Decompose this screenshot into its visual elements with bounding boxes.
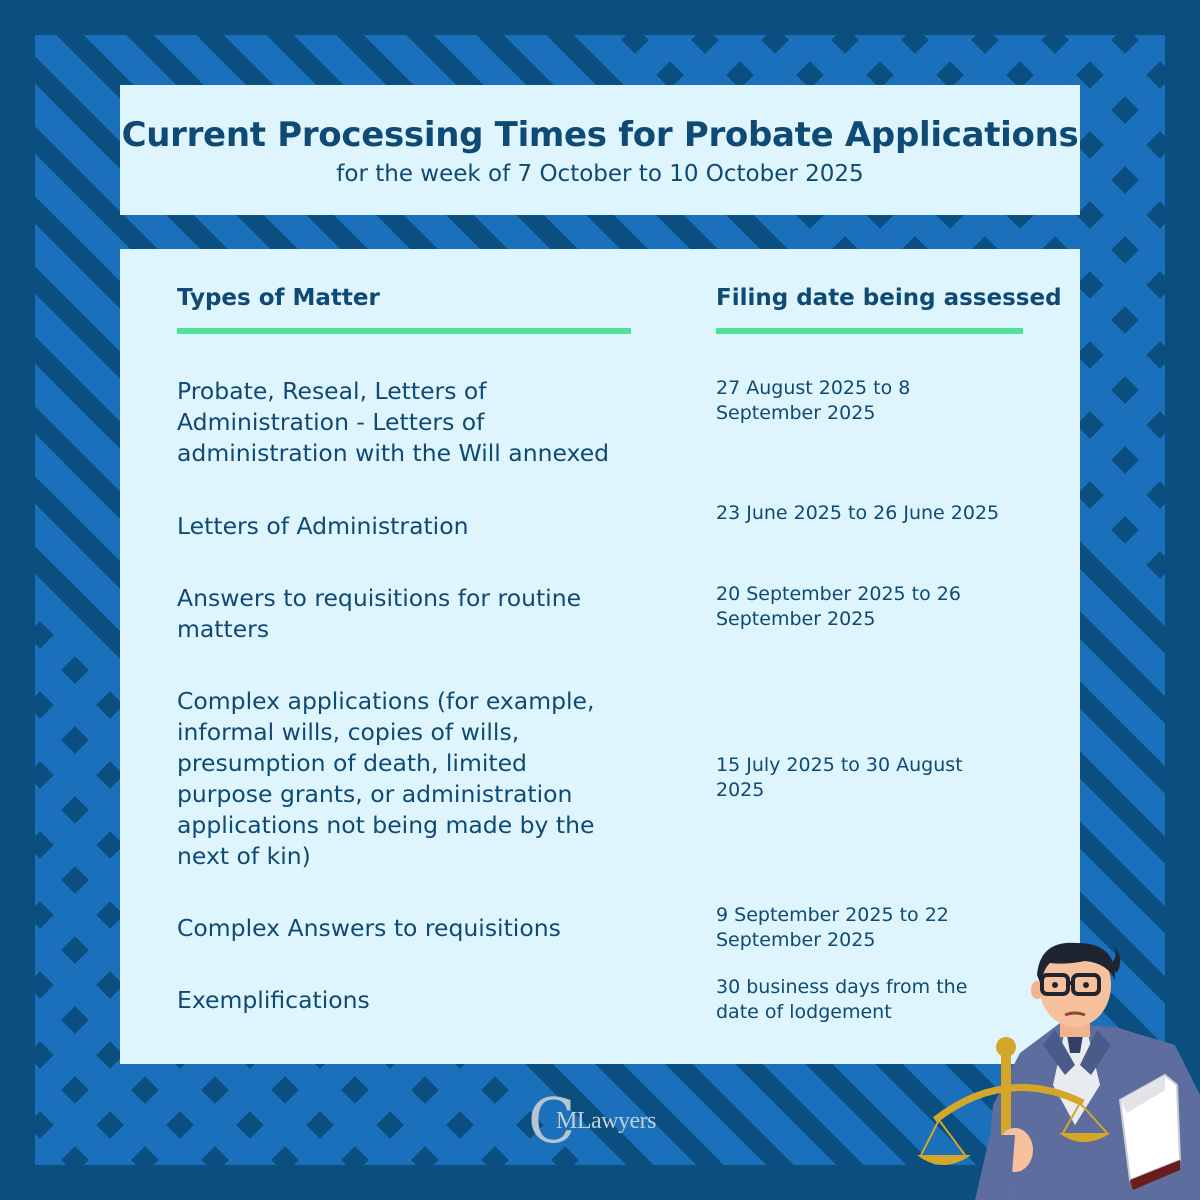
table-row-filing-date: 20 September 2025 to 26 September 2025 (716, 583, 961, 630)
table-row-filing-date: 27 August 2025 to 8 September 2025 (716, 377, 911, 424)
table-row-matter: Letters of Administration (177, 512, 469, 540)
table-row-matter: Complex Answers to requisitions (177, 914, 561, 942)
page-title: Current Processing Times for Probate Applications (121, 115, 1079, 155)
table-row-matter: Probate, Reseal, Letters of Administration - Letters of administration with the Will annexed (177, 377, 610, 467)
header-card (120, 85, 1080, 215)
column-header-matter: Types of Matter (177, 285, 380, 311)
header-underline-filing (716, 328, 1023, 334)
page-subtitle: for the week of 7 October to 10 October 2025 (336, 161, 864, 187)
cm-lawyers-logo (528, 1084, 678, 1157)
header-underline-matter (177, 328, 631, 334)
table-row-filing-date: 9 September 2025 to 22 September 2025 (716, 904, 949, 951)
table-row-filing-date: 15 July 2025 to 30 August 2025 (716, 754, 963, 801)
table-row-matter: Complex applications (for example, informal wills, copies of wills, presumption of death, limited purpose grants, or administration applications not being made by the next of kin) (177, 687, 595, 870)
table-row-matter: Answers to requisitions for routine matters (177, 584, 582, 643)
logo-initial: C (528, 1084, 576, 1157)
lawyer-illustration (915, 935, 1200, 1200)
table-row-filing-date: 30 business days from the date of lodgement (716, 976, 968, 1023)
table-row-filing-date: 23 June 2025 to 26 June 2025 (716, 502, 1000, 524)
table-row-matter: Exemplifications (177, 986, 370, 1014)
logo-wordmark: MLawyers (556, 1108, 656, 1134)
column-header-filing-date: Filing date being assessed (716, 285, 1062, 311)
